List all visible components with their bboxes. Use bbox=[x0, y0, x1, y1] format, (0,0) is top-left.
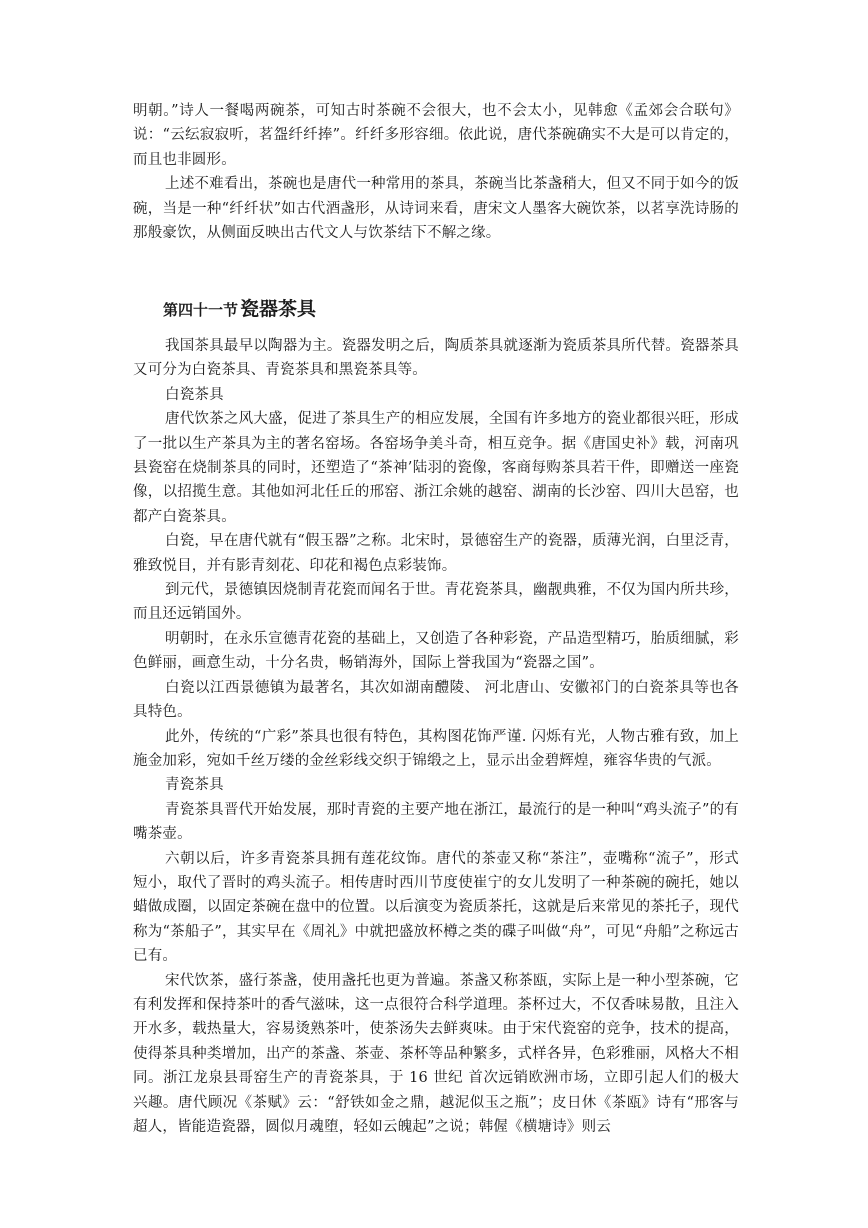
paragraph-tea-bowl-summary: 上述不难看出，茶碗也是唐代一种常用的茶具，茶碗当比茶盏稍大，但又不同于如今的饭碗，当是一种“纤纤状”如古代酒盏形，从诗词来看，唐宋文人墨客大碗饮茶，以茗享洗诗肠的那般豪饮，从侧面反映出古代文人与饮茶结下不解之缘。 bbox=[133, 176, 739, 242]
section-body bbox=[133, 334, 739, 1139]
paragraph-guangcai: 此外，传统的“广彩”茶具也很有特色，其构图花饰严谨. 闪烁有光，人物古雅有致，加上施金加彩，宛如千丝万缕的金丝彩线交织于锦缎之上，显示出金碧辉煌，雍容华贵的气派。 bbox=[133, 728, 739, 769]
paragraph-ming-colored: 明朝时，在永乐宣德青花瓷的基础上，又创造了各种彩瓷，产品造型精巧，胎质细腻，彩色鲜丽，画意生动，十分名贵，畅销海外，国际上誉我国为“瓷器之国”。 bbox=[133, 630, 739, 672]
paragraph-six-dynasties: 六朝以后，许多青瓷茶具拥有莲花纹饰。唐代的茶壶又称“茶注”，壶嘴称“流子”，形式短小，取代了晋时的鸡头流子。相传唐时西川节度使崔宁的女儿发明了一种茶碗的碗托，她以蜡做成圈，以固定茶碗在盘中的位置。以后演变为瓷质茶托，这就是后来常见的茶托子，现代称为“茶船子”，其实早在《周礼》中就把盛放杯樽之类的碟子叫做“舟”，可见“舟船”之称远古已有。 bbox=[133, 850, 739, 965]
subheading-celadon: 青瓷茶具 bbox=[165, 777, 224, 794]
paragraph-song-tea-cups: 宋代饮茶，盛行茶盏，使用盏托也更为普遍。茶盏又称茶瓯，实际上是一种小型茶碗，它有利发挥和保持茶叶的香气滋味，这一点很符合科学道理。茶杯过大，不仅香味易散，且注入开水多，载热量大，容易烫熟茶叶，使茶汤失去鲜爽味。由于宋代瓷窑的竞争，技术的提高，使得茶具种类增加，出产的茶盏、茶壶、茶杯等品种繁多，式样各异，色彩雅丽，风格大不相同。浙江龙泉县哥窑生产的青瓷茶具，于 16 世纪 首次远销欧洲市场，立即引起人们的极大兴趣。唐代顾况《茶赋》云：“舒铁如金之鼎，越泥似玉之瓶”；皮日休《茶瓯》诗有“邢客与超人，皆能造瓷器，圆似月魂堕，轻如云魄起”之说；韩偓《横塘诗》则云 bbox=[133, 972, 739, 1135]
section-number: 第四十一节 bbox=[163, 301, 239, 319]
paragraph-yuan-blue-white: 到元代，景德镇因烧制青花瓷而闻名于世。青花瓷茶具，幽靓典雅，不仅为国内所共珍，而且还远销国外。 bbox=[133, 582, 739, 623]
subheading-white-porcelain: 白瓷茶具 bbox=[165, 386, 224, 403]
paragraph-celadon-jin: 青瓷茶具晋代开始发展，那时青瓷的主要产地在浙江，最流行的是一种叫“鸡头流子”的有嘴茶壶。 bbox=[133, 801, 739, 843]
section-title: 瓷器茶具 bbox=[240, 298, 317, 320]
paragraph-intro: 我国茶具最早以陶器为主。瓷器发明之后，陶质茶具就逐渐为瓷质茶具所代替。瓷器茶具又可分为白瓷茶具、青瓷茶具和黑瓷茶具等。 bbox=[133, 338, 739, 379]
paragraph-tea-bowl-size: 明朝。”诗人一餐喝两碗茶，可知古时茶碗不会很大，也不会太小，见韩愈《孟郊会合联句》说：“云纭寂寂听，茗盌纤纤捧”。纤纤多形容细。依此说，唐代茶碗确实不大是可以肯定的，而且也非圆形。 bbox=[133, 103, 739, 168]
paragraph-jingdezhen: 白瓷以江西景德镇为最著名，其次如湖南醴陵、 河北唐山、安徽祁门的白瓷茶具等也各具特色。 bbox=[133, 679, 739, 721]
intro-text-block bbox=[133, 99, 739, 245]
paragraph-tang-kilns: 唐代饮茶之风大盛，促进了茶具生产的相应发展，全国有许多地方的瓷业都很兴旺，形成了一批以生产茶具为主的著名窑场。各窑场争美斗奇，相互竞争。据《唐国史补》载，河南巩县瓷窑在烧制茶具的同时，还塑造了“茶神’陆羽的瓷像，客商每购茶具若干件，即赠送一座瓷像，以招揽生意。其他如河北任丘的邢窑、浙江余姚的越窑、湖南的长沙窑、四川大邑窑，也都产白瓷茶具。 bbox=[133, 411, 739, 525]
section-heading bbox=[163, 293, 316, 321]
paragraph-white-porcelain-song: 白瓷，早在唐代就有“假玉器”之称。北宋时，景德窑生产的瓷器，质薄光润，白里泛青，雅致悦目，并有影青刻花、印花和褐色点彩装饰。 bbox=[133, 533, 739, 574]
